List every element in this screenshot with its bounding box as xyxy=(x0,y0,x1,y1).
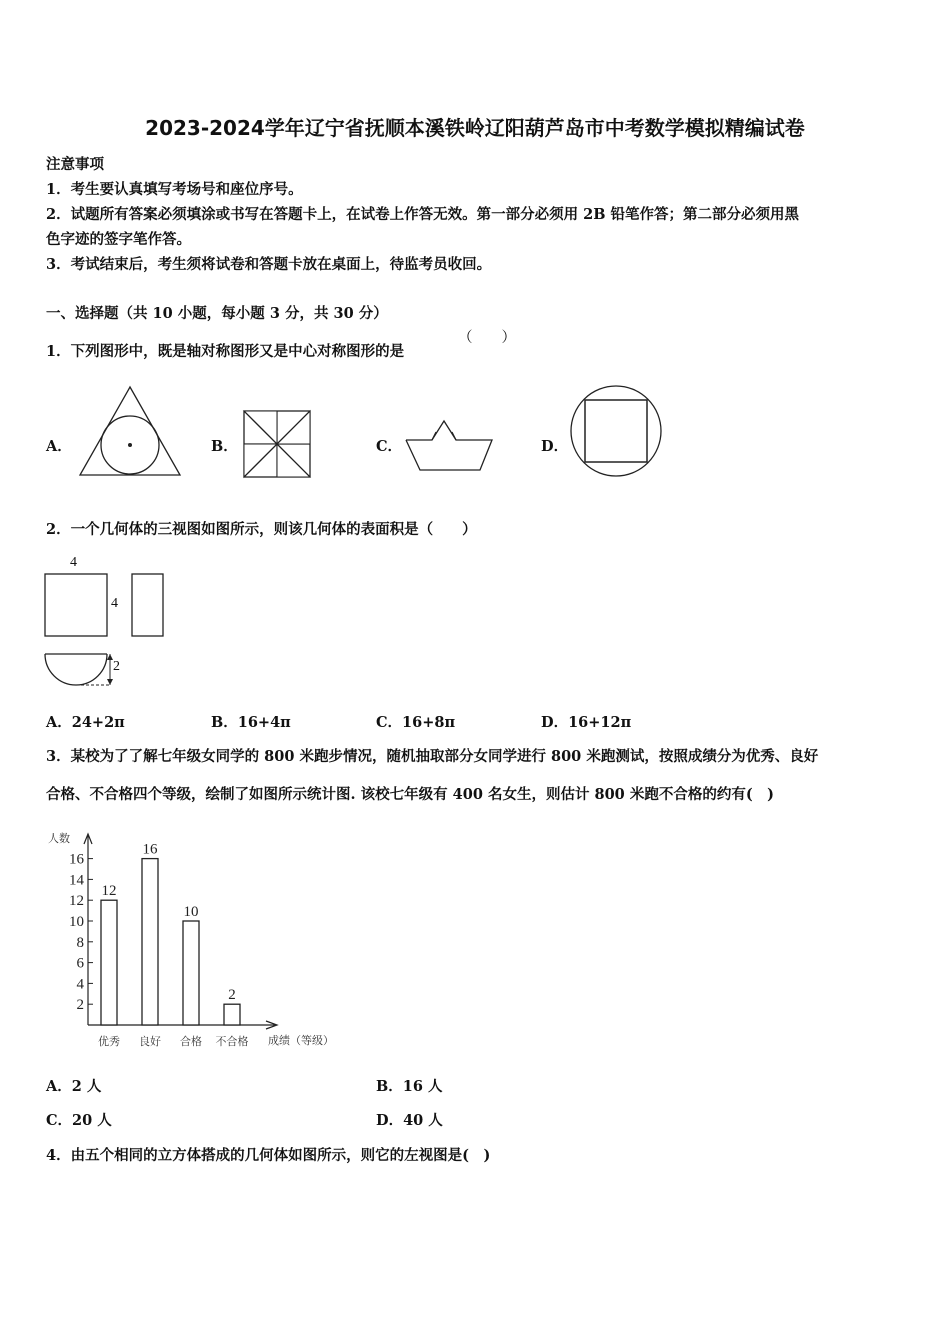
q1-stem: 1．下列图形中，既是轴对称图形又是中心对称图形的是 xyxy=(46,343,405,360)
bar-value-label: 10 xyxy=(183,904,199,920)
q3-option-c: C．20 人 xyxy=(46,1112,112,1129)
category-label: 不合格 xyxy=(215,1035,249,1048)
bar-value-label: 16 xyxy=(142,841,158,858)
q3-stem-line2: 合格、不合格四个等级，绘制了如图所示统计图. 该校七年级有 400 名女生，则估计 800 米跑不合格的约有( ) xyxy=(46,786,775,803)
category-label: 合格 xyxy=(180,1035,202,1048)
y-tick-label: 12 xyxy=(69,893,84,910)
y-tick-label: 14 xyxy=(69,872,84,889)
side-view-height-label: 4 xyxy=(111,596,118,611)
q2-option-a: A．24+2π xyxy=(46,714,125,731)
y-tick-label: 10 xyxy=(69,914,84,930)
q3-option-a: A．2 人 xyxy=(46,1078,102,1095)
y-tick-label: 8 xyxy=(76,934,84,951)
q2-option-c: C．16+8π xyxy=(376,714,456,731)
section-heading: 一、选择题（共 10 小题，每小题 3 分，共 30 分） xyxy=(46,305,388,322)
q3-option-b: B．16 人 xyxy=(376,1078,443,1095)
bar-value-label: 2 xyxy=(228,987,236,1004)
top-view-depth-label: 2 xyxy=(113,659,120,674)
page-title: 2023-2024学年辽宁省抚顺本溪铁岭辽阳葫芦岛市中考数学模拟精编试卷 xyxy=(145,116,805,140)
y-tick-label: 4 xyxy=(76,976,84,993)
q1-option-b-label: B． xyxy=(211,438,238,455)
notice-item: 2．试题所有答案必须填涂或书写在答题卡上，在试卷上作答无效。第一部分必须用 2B 铅笔作答；第二部分必须用黑 xyxy=(46,206,800,223)
category-label: 良好 xyxy=(139,1035,161,1048)
q1-option-a-label: A． xyxy=(46,438,72,455)
q3-option-d: D．40 人 xyxy=(376,1112,443,1129)
y-axis-label: 人数 xyxy=(48,832,70,845)
y-tick-label: 16 xyxy=(69,851,84,868)
q2-stem: 2．一个几何体的三视图如图所示，则该几何体的表面积是（ ） xyxy=(46,521,477,538)
bar-chart xyxy=(40,828,360,1058)
q3-stem-line1: 3．某校为了了解七年级女同学的 800 米跑步情况，随机抽取部分女同学进行 800 米跑测试，按照成绩分为优秀、良好 xyxy=(46,748,819,765)
bar-value-label: 12 xyxy=(101,883,117,900)
q4-stem: 4．由五个相同的立方体搭成的几何体如图所示，则它的左视图是( ) xyxy=(46,1147,491,1164)
y-tick-label: 6 xyxy=(76,955,84,972)
y-tick-label: 2 xyxy=(76,997,84,1014)
three-view-figure xyxy=(44,572,168,690)
q1-answer-paren: （ ） xyxy=(458,330,516,346)
bar xyxy=(101,900,117,1025)
q2-option-b: B．16+4π xyxy=(211,714,291,731)
pinwheel-figure xyxy=(243,410,311,478)
q1-option-d-label: D． xyxy=(541,438,569,455)
q1-option-c-label: C． xyxy=(376,438,403,455)
triangle-incircle-figure xyxy=(78,385,182,477)
x-axis-label: 成绩（等级） xyxy=(268,1034,334,1047)
q2-option-d: D．16+12π xyxy=(541,714,632,731)
bar xyxy=(142,859,158,1025)
boat-figure xyxy=(404,418,496,474)
notice-item: 3．考试结束后，考生须将试卷和答题卡放在桌面上，待监考员收回。 xyxy=(46,256,492,273)
square-in-circle-figure xyxy=(569,384,663,478)
notice-item: 色字迹的签字笔作答。 xyxy=(46,231,191,248)
bar xyxy=(183,921,199,1025)
notice-item: 1．考生要认真填写考场号和座位序号。 xyxy=(46,181,303,198)
bar xyxy=(224,1004,240,1025)
front-view-width-label: 4 xyxy=(70,555,77,570)
notice-heading: 注意事项 xyxy=(46,156,104,173)
category-label: 优秀 xyxy=(98,1035,120,1048)
